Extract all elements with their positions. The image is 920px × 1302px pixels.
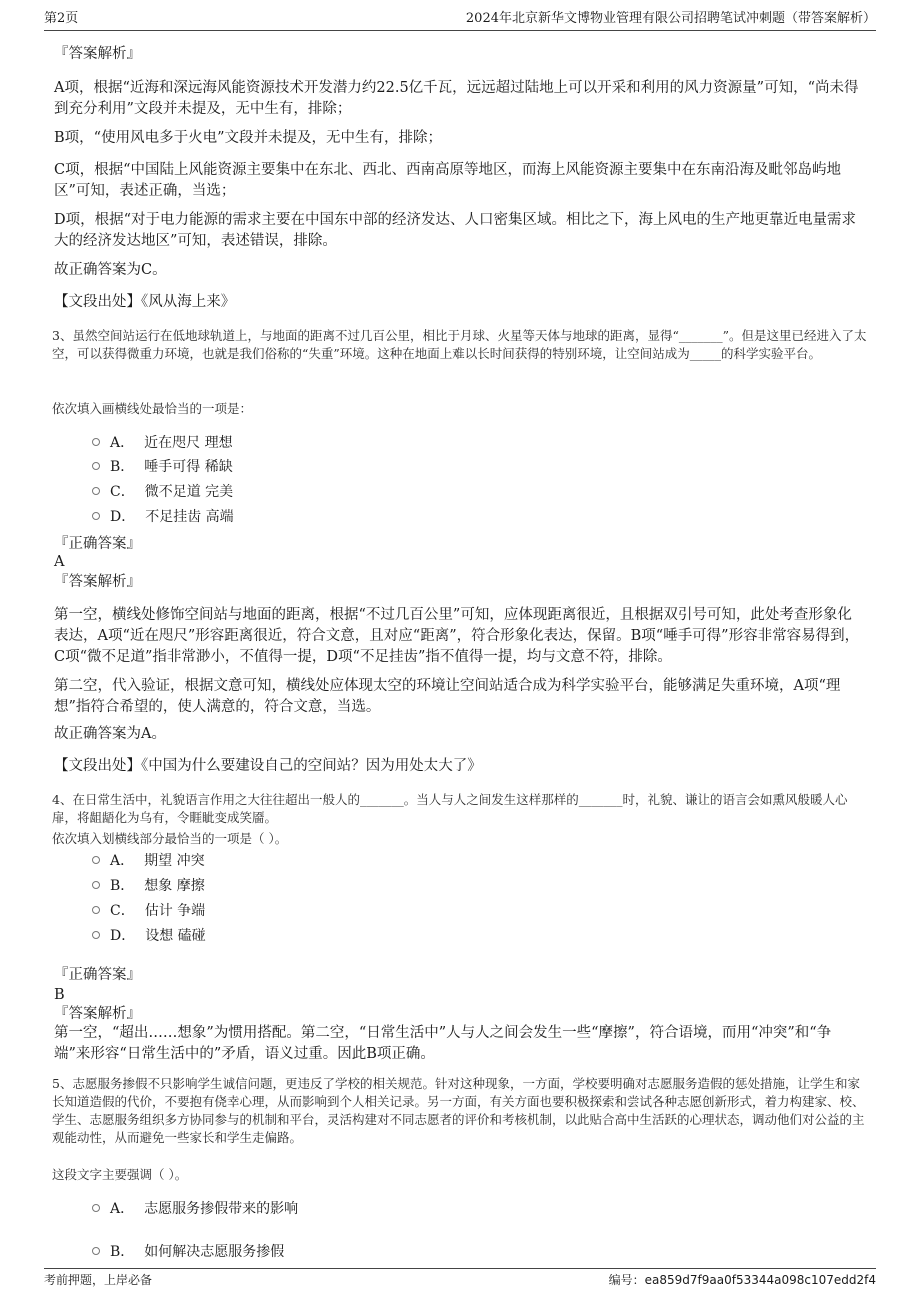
radio-icon[interactable] — [92, 512, 100, 520]
document-title: 2024年北京新华文博物业管理有限公司招聘笔试冲刺题（带答案解析） — [465, 11, 876, 26]
q5-stem: 5、志愿服务掺假不只影响学生诚信问题，更违反了学校的相关规范。针对这种现象，一方面，学校要明确对志愿服务造假的惩处措施，让学生和家长知道造假的代价，不要抱有侥幸心理，从而影响到个人相关记录。另一方面，有关方面也要积极探索和尝试各种志愿创新形式，着力构建家、校、学生、志愿服务组织多方协同参与的机制和平台，灵活构建对不同志愿者的评价和考核机制，以此贴合高中生活跃的心理状态，调动他们对公益的主观能动性，从而避免一些家长和学生走偏路。 — [52, 1076, 865, 1145]
prev-analysis-label: 『答案解析』 — [54, 46, 141, 62]
q3-analysis-1: 第一空，横线处修饰空间站与地面的距离，根据“不过几百公里”可知，应体现距离很近，且根据双引号可知，此处考查形象化表达，A项“近在咫尺”形容距离很近，符合文意，且对应“距离”，符合形象化表达，保留。B项“唾手可得”形容非常容易得到，C项“微不足道”指非常渺小，不值得一提，D项“不足挂齿”指不值得一提，均与文意不符，排除。 — [54, 607, 860, 665]
q4-option-a[interactable]: A． 期望 冲突 — [92, 851, 205, 871]
radio-icon[interactable] — [92, 1247, 100, 1255]
radio-icon[interactable] — [92, 931, 100, 939]
radio-icon[interactable] — [92, 856, 100, 864]
q3-correct-label: 『正确答案』 — [54, 536, 141, 552]
prev-analysis-d: D项，根据“对于电力能源的需求主要在中国东中部的经济发达、人口密集区域。相比之下，海上风电的生产地更靠近电量需求大的经济发达地区”可知，表述错误，排除。 — [54, 212, 857, 249]
q3-option-d[interactable]: D． 不足挂齿 高端 — [92, 507, 234, 527]
q3-option-c[interactable]: C． 微不足道 完美 — [92, 482, 233, 502]
q4-prompt: 依次填入划横线部分最恰当的一项是（ ）。 — [52, 831, 288, 846]
q4-stem: 4、在日常生活中，礼貌语言作用之大往往超出一般人的_______。当人与人之间发生这样那样的_______时，礼貌、谦让的语言会如熏风般暖人心扉，将龃龉化为乌有，令睚眦变成笑靥。 — [52, 792, 848, 825]
radio-icon[interactable] — [92, 438, 100, 446]
radio-icon[interactable] — [92, 1204, 100, 1212]
q3-correct-answer: A — [54, 554, 65, 570]
page-header — [44, 10, 876, 31]
q3-conclusion: 故正确答案为A。 — [54, 726, 166, 742]
q3-analysis-2: 第二空，代入验证，根据文意可知，横线处应体现太空的环境让空间站适合成为科学实验平台，能够满足失重环境，A项“理想”指符合希望的，使人满意的，符合文意，当选。 — [54, 678, 841, 715]
q4-option-c[interactable]: C． 估计 争端 — [92, 901, 205, 921]
q3-analysis-label: 『答案解析』 — [54, 574, 141, 590]
q3-source: 【文段出处】《中国为什么要建设自己的空间站？因为用处太大了》 — [54, 758, 482, 774]
q4-option-d[interactable]: D． 设想 磕碰 — [92, 926, 206, 946]
radio-icon[interactable] — [92, 906, 100, 914]
radio-icon[interactable] — [92, 881, 100, 889]
q4-correct-answer: B — [54, 987, 65, 1003]
prev-conclusion: 故正确答案为C。 — [54, 262, 167, 278]
page-number: 第2页 — [44, 11, 79, 26]
q5-option-b[interactable]: B． 如何解决志愿服务掺假 — [92, 1242, 284, 1262]
q5-prompt: 这段文字主要强调（ ）。 — [52, 1167, 188, 1182]
q5-option-a[interactable]: A． 志愿服务掺假带来的影响 — [92, 1199, 298, 1219]
prev-source: 【文段出处】《风从海上来》 — [54, 294, 236, 310]
prev-analysis-c: C项，根据“中国陆上风能资源主要集中在东北、西北、西南高原等地区，而海上风能资源主要集中在东南沿海及毗邻岛屿地区”可知，表述正确，当选； — [54, 162, 842, 199]
page-footer — [44, 1268, 876, 1289]
q4-option-b[interactable]: B． 想象 摩擦 — [92, 876, 205, 896]
footer-slogan: 考前押题，上岸必备 — [44, 1273, 153, 1287]
q4-analysis: 第一空，“超出……想象”为惯用搭配。第二空，“日常生活中”人与人之间会发生一些“摩擦”，符合语境，而用“冲突”和“争端”来形容“日常生活中的”矛盾，语义过重。因此B项正确。 — [54, 1025, 832, 1062]
q4-correct-label: 『正确答案』 — [54, 967, 141, 983]
prev-analysis-a: A项，根据“近海和深远海风能资源技术开发潜力约22.5亿千瓦，远远超过陆地上可以开采和利用的风力资源量”可知，“尚未得到充分利用”文段并未提及，无中生有，排除； — [54, 80, 859, 117]
document-code: 编号：ea859d7f9aa0f53344a098c107edd2f4 — [608, 1273, 876, 1287]
radio-icon[interactable] — [92, 487, 100, 495]
q3-prompt: 依次填入画横线处最恰当的一项是： — [52, 401, 253, 416]
q3-stem: 3、虽然空间站运行在低地球轨道上，与地面的距离不过几百公里，相比于月球、火星等天体与地球的距离，显得“_______”。但是这里已经进入了太空，可以获得微重力环境，也就是我们俗称的“失重”环境。这种在地面上难以长时间获得的特别环境，让空间站成为_____的科学实验平台。 — [52, 328, 867, 361]
q3-option-b[interactable]: B． 唾手可得 稀缺 — [92, 457, 233, 477]
q4-analysis-label: 『答案解析』 — [54, 1006, 141, 1022]
q3-option-a[interactable]: A． 近在咫尺 理想 — [92, 433, 233, 453]
radio-icon[interactable] — [92, 462, 100, 470]
prev-analysis-b: B项，“使用风电多于火电”文段并未提及，无中生有，排除； — [54, 130, 442, 146]
